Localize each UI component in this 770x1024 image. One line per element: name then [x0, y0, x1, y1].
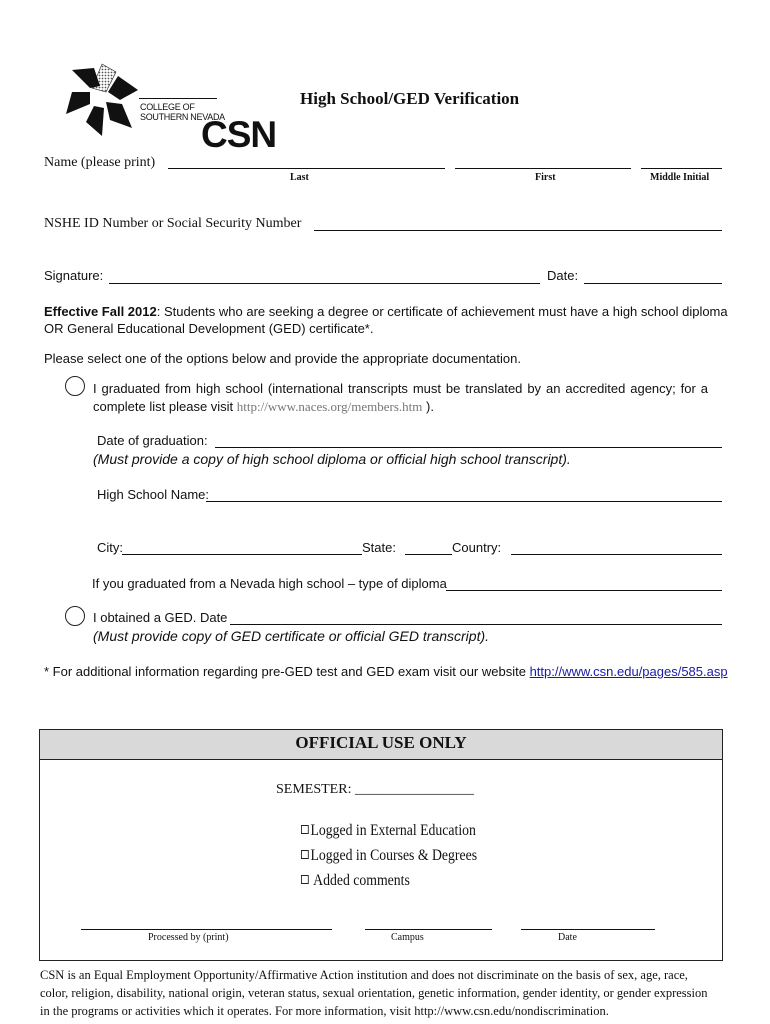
- footer-line-2: color, religion, disability, national origin, veteran status, sexual orientation, genetic information, gender identity, or gender expression: [40, 986, 708, 1000]
- signature-date-field[interactable]: [584, 283, 722, 284]
- nshe-label: NSHE ID Number or Social Security Number: [44, 216, 302, 231]
- name-label: Name (please print): [44, 155, 156, 170]
- check-label-1: Logged in External Education: [310, 822, 476, 839]
- logo-subtitle-1: COLLEGE OF: [140, 102, 195, 112]
- official-date-field[interactable]: [521, 929, 655, 930]
- hs-line2-suffix: ).: [426, 399, 434, 414]
- processed-by-caption: Processed by (print): [148, 932, 229, 943]
- additional-text: * For additional information regarding pre-GED test and GED exam visit our website: [44, 664, 526, 679]
- nondiscrimination-footer: [40, 966, 730, 1020]
- ged-label: I obtained a GED. Date: [93, 610, 228, 625]
- country-label: Country:: [452, 540, 502, 555]
- check-courses-degrees[interactable]: [301, 847, 477, 865]
- hs-option-line-1: I graduated from high school (international transcripts must be translated by an accredited agency; for a: [93, 381, 708, 396]
- checkbox-icon[interactable]: [301, 850, 309, 859]
- graduation-date-label: Date of graduation:: [97, 433, 208, 448]
- checkbox-icon[interactable]: [301, 825, 309, 834]
- check-added-comments[interactable]: [301, 872, 410, 890]
- naces-link[interactable]: http://www.naces.org/members.htm: [236, 399, 423, 414]
- logo-divider: [139, 98, 217, 99]
- country-field[interactable]: [511, 554, 722, 555]
- star-logo-icon: [62, 62, 140, 138]
- middle-caption: Middle Initial: [650, 172, 710, 183]
- official-use-header: [40, 730, 722, 760]
- additional-info: [44, 664, 728, 679]
- graduation-date-field[interactable]: [215, 447, 722, 448]
- first-caption: First: [535, 172, 556, 183]
- footer-line-3: in the programs or activities which it operates. For more information, visit http://www.csn.edu/nondiscrimination.: [40, 1004, 609, 1018]
- hs-note: (Must provide a copy of high school diploma or official high school transcript).: [93, 451, 571, 467]
- hs-option-line-2: [93, 399, 434, 415]
- ged-note: (Must provide copy of GED certificate or official GED transcript).: [93, 628, 490, 644]
- first-name-field[interactable]: [455, 168, 631, 169]
- logo-name: CSN: [201, 114, 277, 155]
- ged-date-field[interactable]: [230, 624, 722, 625]
- middle-initial-field[interactable]: [641, 168, 722, 169]
- logo-subtitle-2: SOUTHERN NEVADA: [140, 112, 225, 122]
- date-caption: Date: [558, 932, 577, 943]
- processed-by-field[interactable]: [81, 929, 332, 930]
- campus-caption: Campus: [391, 932, 424, 943]
- date-label: Date:: [547, 268, 579, 283]
- nevada-diploma-label: If you graduated from a Nevada high school – type of diploma: [92, 576, 447, 591]
- check-label-3: Added comments: [310, 872, 410, 889]
- effective-line-2: OR General Educational Development (GED) certificate*.: [44, 321, 374, 336]
- page-title: High School/GED Verification: [300, 89, 520, 108]
- high-school-name-field[interactable]: [206, 501, 722, 502]
- city-field[interactable]: [122, 554, 362, 555]
- nevada-diploma-field[interactable]: [446, 590, 722, 591]
- last-caption: Last: [290, 172, 309, 183]
- instructions: Please select one of the options below and provide the appropriate documentation.: [44, 351, 521, 366]
- effective-line-1: [44, 304, 728, 319]
- city-label: City:: [97, 540, 123, 555]
- effective-bold: Effective Fall 2012: [44, 304, 157, 319]
- csn-ged-link[interactable]: http://www.csn.edu/pages/585.asp: [529, 664, 728, 679]
- semester-field[interactable]: SEMESTER: _________________: [276, 782, 474, 797]
- signature-field[interactable]: [109, 283, 540, 284]
- nshe-field[interactable]: [314, 230, 722, 231]
- official-use-title: OFFICIAL USE ONLY: [295, 733, 467, 752]
- checkbox-icon[interactable]: [301, 875, 309, 884]
- effective-text-1: : Students who are seeking a degree or certificate of achievement must have a high school diploma: [156, 304, 728, 319]
- state-field[interactable]: [405, 554, 452, 555]
- official-use-box: [39, 729, 723, 961]
- check-external-education[interactable]: [301, 822, 476, 840]
- ged-radio[interactable]: [65, 606, 85, 626]
- campus-field[interactable]: [365, 929, 492, 930]
- high-school-radio[interactable]: [65, 376, 85, 396]
- last-name-field[interactable]: [168, 168, 445, 169]
- hs-line2-prefix: complete list please visit: [93, 399, 234, 414]
- state-label: State:: [362, 540, 396, 555]
- high-school-name-label: High School Name:: [97, 487, 209, 502]
- check-label-2: Logged in Courses & Degrees: [310, 847, 478, 864]
- signature-label: Signature:: [44, 268, 104, 283]
- footer-line-1: CSN is an Equal Employment Opportunity/Affirmative Action institution and does not discriminate on the basis of sex, age, race,: [40, 968, 688, 982]
